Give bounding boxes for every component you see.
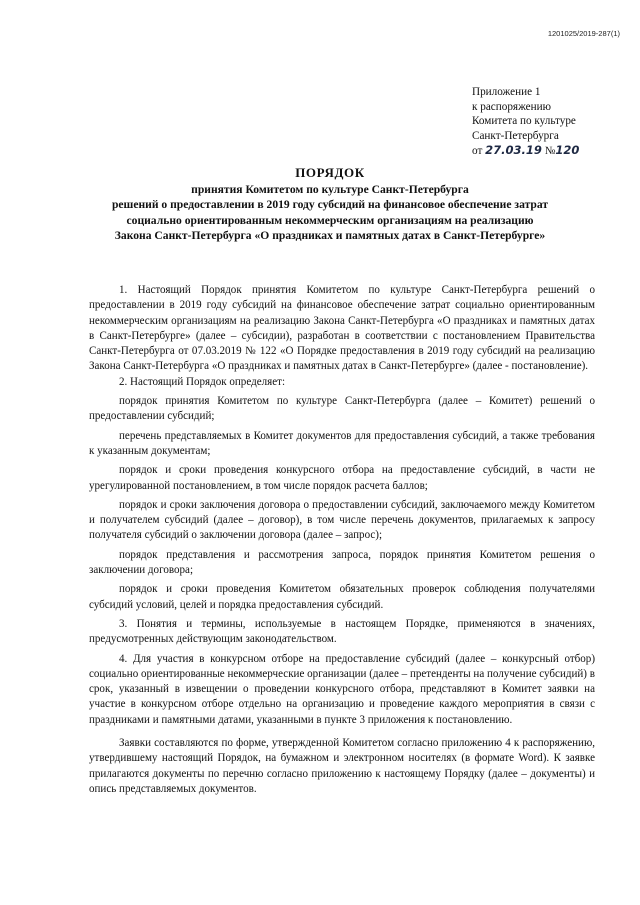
title-line: решений о предоставлении в 2019 году субсидий на финансовое обеспечение затрат [111, 198, 549, 212]
appendix-line: Комитета по культуре [472, 115, 576, 127]
title-line: Закона Санкт-Петербурга «О праздниках и памятных датах в Санкт-Петербурге» [114, 228, 546, 242]
title-line: социально ориентированным некоммерческим организациям на реализацию [126, 213, 534, 227]
document-title [70, 164, 590, 243]
document-id: 1201025/2019-287(1) [547, 29, 620, 38]
document-body [89, 283, 595, 797]
handwritten-number: 120 [555, 143, 580, 157]
title-line: принятия Комитетом по культуре Санкт-Петербурга [191, 183, 469, 196]
number-prefix: № [544, 145, 556, 157]
handwritten-date: 27.03.19 [485, 143, 542, 157]
appendix-line: Приложение 1 [472, 86, 541, 98]
appendix-date-line [472, 143, 632, 159]
appendix-block [472, 85, 632, 159]
list-item: порядок и сроки заключения договора о предоставлении субсидий, заключаемого между Комитетом и получателем субсидий (далее – договор), в том числе перечень документов, прилагаемых к запросу получателя субсидий о заключении договора (далее – запрос); [89, 498, 595, 542]
list-item: порядок представления и рассмотрения запроса, порядок принятия Комитетом решения о заключении договора; [89, 548, 595, 577]
list-item: порядок и сроки проведения Комитетом обязательных проверок соблюдения получателями субсидий условий, целей и порядка предоставления субсидий. [89, 583, 595, 611]
paragraph-4: 4. Для участия в конкурсном отборе на предоставление субсидий (далее – конкурсный отбор) социально ориентированные некоммерческие организации (далее – претенденты на получение субсидий) в срок, указанный в извещении о проведении конкурсного отбора, представляют в Комитет заявки на участие в конкурсном отборе отдельно на организацию и проведение каждого мероприятия в связи с праздниками и памятными датами, указанными в пункте 3 приложения к постановлению. [89, 652, 595, 726]
appendix-line: Санкт-Петербурга [472, 129, 559, 142]
list-item: перечень представляемых в Комитет документов для предоставления субсидий, а также требования к указанным документам; [89, 429, 595, 457]
list-item: порядок принятия Комитетом по культуре Санкт-Петербурга (далее – Комитет) решений о предоставлении субсидий; [89, 395, 595, 423]
paragraph-3: 3. Понятия и термины, используемые в настоящем Порядке, применяются в значениях, предусмотренных действующим законодательством. [89, 617, 595, 646]
paragraph-2: 2. Настоящий Порядок определяет: [119, 375, 286, 388]
title-heading: ПОРЯДОК [295, 165, 365, 180]
date-prefix: от [472, 145, 483, 157]
appendix-line: к распоряжению [472, 100, 551, 113]
paragraph-1: 1. Настоящий Порядок принятия Комитетом по культуре Санкт-Петербурга решений о предоставлении в 2019 году субсидий на финансовое обеспечение затрат социально ориентированным некоммерческим организациям на реализацию Закона Санкт-Петербурга «О праздниках и памятных датах в Санкт-Петербурге» (далее – субсидии), разработан в соответствии с постановлением Правительства Санкт-Петербурга от 07.03.2019 № 122 «О Порядке предоставления в 2019 году субсидий на реализацию Закона Санкт-Петербурга «О праздниках и памятных датах в Санкт-Петербурге» (далее - постановление). [89, 284, 595, 373]
paragraph-applications: Заявки составляются по форме, утвержденной Комитетом согласно приложению 4 к распоряжению, утвердившему настоящий Порядок, на бумажном и электронном носителях (в формате Word). К заявке прилагаются документы по перечню согласно приложению к настоящему Порядку (далее – документы) и опись представляемых документов. [89, 737, 595, 795]
list-item: порядок и сроки проведения конкурсного отбора на предоставление субсидий, в части не урегулированной постановлением, в том числе порядок расчета баллов; [89, 464, 595, 492]
